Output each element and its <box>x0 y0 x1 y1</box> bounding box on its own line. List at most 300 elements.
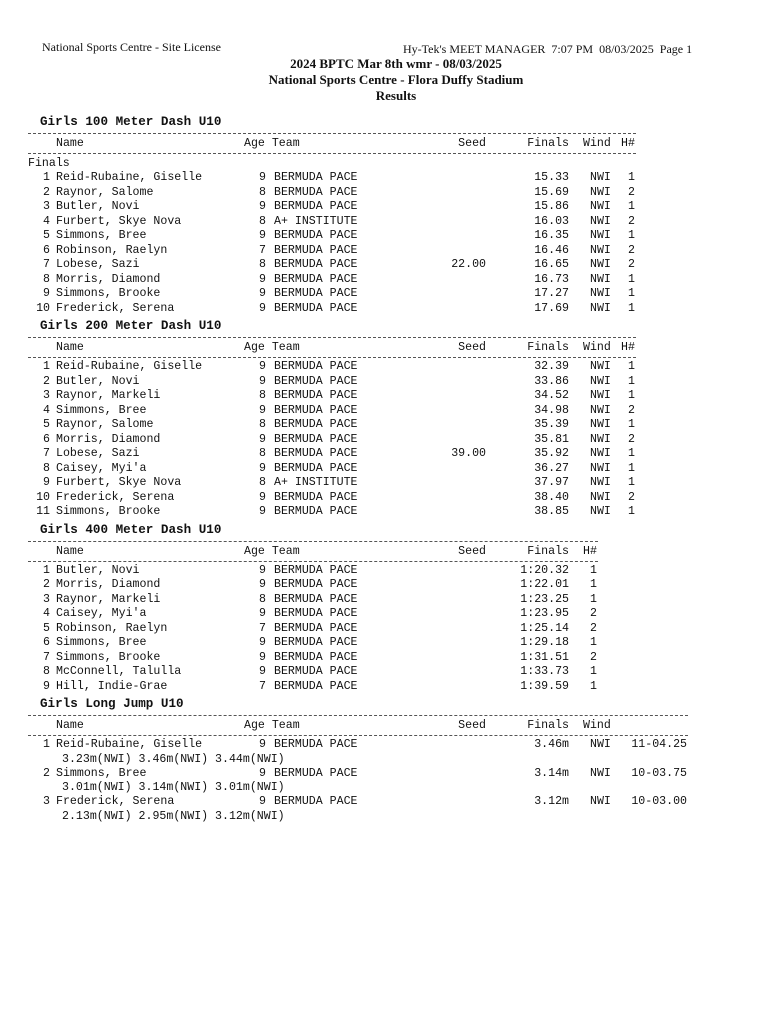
column-age-team-header: Age Team <box>244 544 300 558</box>
athlete-age: 9 <box>259 301 266 315</box>
heat-number: 1 <box>590 679 597 693</box>
place: 3 <box>43 592 50 606</box>
athlete-name: Caisey, Myi'a <box>56 607 147 620</box>
athlete-name: Simmons, Bree <box>56 403 147 417</box>
final-mark: 16.35 <box>534 229 569 242</box>
column-age-team-header: Age Team <box>244 137 300 150</box>
athlete-name: Morris, Diamond <box>56 578 161 591</box>
column-wind-header: Wind <box>583 341 611 354</box>
attempts-row <box>28 810 748 824</box>
attempts-row <box>28 781 748 795</box>
team-name: BERMUDA PACE <box>274 374 358 388</box>
result-row <box>28 767 748 782</box>
result-row <box>28 375 748 390</box>
result-row <box>28 229 748 244</box>
column-heat-header: H# <box>621 137 635 150</box>
place: 1 <box>43 171 50 184</box>
athlete-name: Raynor, Markeli <box>56 389 161 402</box>
seed-mark: 22.00 <box>451 258 486 271</box>
athlete-name: Simmons, Bree <box>56 229 147 242</box>
place: 4 <box>43 214 50 228</box>
final-mark: 16.65 <box>534 258 569 271</box>
event-section <box>28 522 748 695</box>
athlete-age: 9 <box>259 563 266 577</box>
result-row <box>28 564 748 579</box>
final-mark: 1:39.59 <box>520 679 569 693</box>
final-mark: 3.46m <box>534 738 569 751</box>
team-name: BERMUDA PACE <box>274 505 358 518</box>
wind-reading: NWI <box>590 258 611 271</box>
place: 2 <box>43 185 50 199</box>
final-mark: 1:29.18 <box>520 636 569 649</box>
final-mark: 38.40 <box>534 490 569 504</box>
place: 6 <box>43 636 50 649</box>
final-mark: 36.27 <box>534 461 569 475</box>
result-row <box>28 171 748 186</box>
result-row <box>28 795 748 810</box>
event-title: Girls 200 Meter Dash U10 <box>40 319 222 333</box>
result-row <box>28 200 748 215</box>
heat-number: 2 <box>628 258 635 271</box>
athlete-name: Butler, Novi <box>56 374 140 388</box>
heat-number: 2 <box>628 403 635 417</box>
wind-reading: NWI <box>590 505 611 518</box>
team-name: BERMUDA PACE <box>274 360 358 373</box>
athlete-name: Frederick, Serena <box>56 301 175 315</box>
heat-number: 1 <box>628 461 635 475</box>
wind-reading: NWI <box>590 432 611 446</box>
wind-reading: NWI <box>590 243 611 257</box>
team-name: BERMUDA PACE <box>274 490 358 504</box>
team-name: BERMUDA PACE <box>274 258 358 271</box>
final-mark: 1:25.14 <box>520 621 569 635</box>
place: 8 <box>43 272 50 286</box>
heat-number: 1 <box>628 476 635 489</box>
athlete-name: Simmons, Bree <box>56 636 147 649</box>
athlete-age: 7 <box>259 243 266 257</box>
athlete-age: 9 <box>259 229 266 242</box>
athlete-name: Reid-Rubaine, Giselle <box>56 738 203 751</box>
team-name: A+ INSTITUTE <box>274 214 358 228</box>
place: 4 <box>43 403 50 417</box>
place: 9 <box>43 287 50 300</box>
athlete-age: 9 <box>259 505 266 518</box>
site-license: National Sports Centre - Site License <box>42 40 221 54</box>
final-mark: 15.69 <box>534 185 569 199</box>
final-mark: 1:20.32 <box>520 563 569 577</box>
seed-mark: 39.00 <box>451 447 486 460</box>
place: 5 <box>43 621 50 635</box>
athlete-age: 9 <box>259 738 266 751</box>
athlete-age: 9 <box>259 795 266 808</box>
athlete-name: Simmons, Brooke <box>56 505 161 518</box>
athlete-name: Lobese, Sazi <box>56 258 140 271</box>
result-row <box>28 389 748 404</box>
result-row <box>28 476 748 491</box>
athlete-age: 9 <box>259 578 266 591</box>
athlete-name: Frederick, Serena <box>56 490 175 504</box>
wind-reading: NWI <box>590 795 611 808</box>
result-row <box>28 418 748 433</box>
heat-number: 1 <box>628 287 635 300</box>
athlete-name: Raynor, Salome <box>56 185 154 199</box>
team-name: BERMUDA PACE <box>274 578 358 591</box>
result-row <box>28 593 748 608</box>
result-row <box>28 360 748 375</box>
team-name: BERMUDA PACE <box>274 200 358 213</box>
athlete-age: 9 <box>259 272 266 286</box>
place: 4 <box>43 607 50 620</box>
header-rule-top <box>28 337 636 338</box>
event-section <box>28 114 748 316</box>
event-section <box>28 696 748 824</box>
place: 6 <box>43 432 50 446</box>
heat-number: 2 <box>628 490 635 504</box>
column-wind-header: Wind <box>583 719 611 732</box>
wind-reading: NWI <box>590 447 611 460</box>
place: 7 <box>43 258 50 271</box>
column-heat-header: H# <box>583 544 597 558</box>
final-mark: 1:22.01 <box>520 578 569 591</box>
result-row <box>28 738 748 753</box>
result-row <box>28 578 748 593</box>
final-mark: 3.12m <box>534 795 569 808</box>
final-mark: 1:33.73 <box>520 665 569 678</box>
heat-number: 2 <box>590 621 597 635</box>
athlete-name: Robinson, Raelyn <box>56 243 168 257</box>
place: 7 <box>43 650 50 664</box>
athlete-name: Furbert, Skye Nova <box>56 476 182 489</box>
place: 3 <box>43 389 50 402</box>
heat-number: 1 <box>628 389 635 402</box>
result-row <box>28 433 748 448</box>
team-name: BERMUDA PACE <box>274 679 358 693</box>
result-row <box>28 273 748 288</box>
place: 5 <box>43 229 50 242</box>
final-mark: 16.46 <box>534 243 569 257</box>
team-name: BERMUDA PACE <box>274 418 358 431</box>
athlete-age: 9 <box>259 360 266 373</box>
team-name: BERMUDA PACE <box>274 766 358 780</box>
heat-number: 1 <box>628 229 635 242</box>
result-row <box>28 622 748 637</box>
column-heat-header: H# <box>621 341 635 354</box>
wind-reading: NWI <box>590 360 611 373</box>
athlete-name: Butler, Novi <box>56 200 140 213</box>
column-name-header: Name <box>56 544 84 558</box>
header-rule-bottom <box>28 357 636 358</box>
place: 10 <box>36 490 50 504</box>
athlete-age: 9 <box>259 374 266 388</box>
heat-number: 1 <box>628 374 635 388</box>
final-mark: 33.86 <box>534 374 569 388</box>
column-seed-header: Seed <box>458 544 486 558</box>
heat-number: 1 <box>590 578 597 591</box>
wind-reading: NWI <box>590 389 611 402</box>
final-mark: 35.81 <box>534 432 569 446</box>
column-seed-header: Seed <box>458 341 486 354</box>
final-mark: 35.92 <box>534 447 569 460</box>
athlete-age: 9 <box>259 665 266 678</box>
athlete-age: 9 <box>259 200 266 213</box>
team-name: BERMUDA PACE <box>274 287 358 300</box>
result-row <box>28 680 748 695</box>
athlete-name: McConnell, Talulla <box>56 665 182 678</box>
team-name: BERMUDA PACE <box>274 563 358 577</box>
column-age-team-header: Age Team <box>244 341 300 354</box>
athlete-name: Butler, Novi <box>56 563 140 577</box>
heat-number: 1 <box>628 418 635 431</box>
event-title: Girls 400 Meter Dash U10 <box>40 522 222 537</box>
column-wind-header: Wind <box>583 137 611 150</box>
athlete-name: Reid-Rubaine, Giselle <box>56 171 203 184</box>
team-name: BERMUDA PACE <box>274 389 358 402</box>
team-name: BERMUDA PACE <box>274 738 358 751</box>
athlete-name: Morris, Diamond <box>56 432 161 446</box>
athlete-age: 9 <box>259 287 266 300</box>
team-name: BERMUDA PACE <box>274 607 358 620</box>
athlete-age: 7 <box>259 679 266 693</box>
final-mark: 16.73 <box>534 272 569 286</box>
athlete-age: 8 <box>259 447 266 460</box>
header-rule-top <box>28 133 636 134</box>
imperial-mark: 10-03.00 <box>631 795 687 808</box>
team-name: BERMUDA PACE <box>274 795 358 808</box>
wind-reading: NWI <box>590 766 611 780</box>
final-mark: 17.27 <box>534 287 569 300</box>
heat-number: 2 <box>628 432 635 446</box>
athlete-name: Simmons, Brooke <box>56 650 161 664</box>
final-mark: 1:23.25 <box>520 592 569 606</box>
result-row <box>28 651 748 666</box>
team-name: BERMUDA PACE <box>274 650 358 664</box>
wind-reading: NWI <box>590 185 611 199</box>
team-name: BERMUDA PACE <box>274 301 358 315</box>
place: 2 <box>43 374 50 388</box>
attempts-series: 3.23m(NWI) 3.46m(NWI) 3.44m(NWI) <box>62 752 285 766</box>
team-name: BERMUDA PACE <box>274 621 358 635</box>
final-mark: 37.97 <box>534 476 569 489</box>
result-row <box>28 244 748 259</box>
place: 9 <box>43 679 50 693</box>
team-name: A+ INSTITUTE <box>274 476 358 489</box>
heat-number: 1 <box>628 505 635 518</box>
result-row <box>28 636 748 651</box>
athlete-age: 9 <box>259 607 266 620</box>
team-name: BERMUDA PACE <box>274 447 358 460</box>
athlete-name: Hill, Indie-Grae <box>56 679 168 693</box>
result-row <box>28 258 748 273</box>
team-name: BERMUDA PACE <box>274 243 358 257</box>
header-rule-bottom <box>28 153 636 154</box>
place: 8 <box>43 461 50 475</box>
heat-number: 1 <box>590 563 597 577</box>
result-row <box>28 215 748 230</box>
final-mark: 1:23.95 <box>520 607 569 620</box>
header-rule-bottom <box>28 561 598 562</box>
column-seed-header: Seed <box>458 137 486 150</box>
athlete-name: Morris, Diamond <box>56 272 161 286</box>
result-row <box>28 186 748 201</box>
final-mark: 32.39 <box>534 360 569 373</box>
athlete-name: Frederick, Serena <box>56 795 175 808</box>
wind-reading: NWI <box>590 476 611 489</box>
final-mark: 3.14m <box>534 766 569 780</box>
column-header-row <box>28 340 748 355</box>
place: 3 <box>43 200 50 213</box>
athlete-age: 8 <box>259 214 266 228</box>
heat-number: 1 <box>590 636 597 649</box>
place: 1 <box>43 563 50 577</box>
athlete-age: 8 <box>259 258 266 271</box>
place: 11 <box>36 505 50 518</box>
event-title: Girls Long Jump U10 <box>40 697 184 711</box>
column-finals-header: Finals <box>527 341 569 354</box>
attempts-series: 2.13m(NWI) 2.95m(NWI) 3.12m(NWI) <box>62 809 285 823</box>
heat-number: 2 <box>590 607 597 620</box>
team-name: BERMUDA PACE <box>274 432 358 446</box>
column-finals-header: Finals <box>527 137 569 150</box>
place: 2 <box>43 578 50 591</box>
team-name: BERMUDA PACE <box>274 665 358 678</box>
heat-number: 2 <box>628 214 635 228</box>
result-row <box>28 302 748 317</box>
imperial-mark: 10-03.75 <box>631 766 687 780</box>
heat-number: 1 <box>628 272 635 286</box>
column-age-team-header: Age Team <box>244 719 300 732</box>
wind-reading: NWI <box>590 461 611 475</box>
final-mark: 1:31.51 <box>520 650 569 664</box>
athlete-name: Robinson, Raelyn <box>56 621 168 635</box>
wind-reading: NWI <box>590 200 611 213</box>
athlete-age: 8 <box>259 418 266 431</box>
athlete-age: 9 <box>259 171 266 184</box>
column-name-header: Name <box>56 341 84 354</box>
column-header-row <box>28 544 748 559</box>
athlete-age: 8 <box>259 389 266 402</box>
athlete-name: Caisey, Myi'a <box>56 461 147 475</box>
heat-number: 1 <box>628 301 635 315</box>
header-rule-bottom <box>28 735 688 736</box>
place: 10 <box>36 301 50 315</box>
final-mark: 35.39 <box>534 418 569 431</box>
round-label: Finals <box>28 157 70 170</box>
wind-reading: NWI <box>590 738 611 751</box>
imperial-mark: 11-04.25 <box>631 738 687 751</box>
heat-number: 1 <box>590 592 597 606</box>
meet-name: 2024 BPTC Mar 8th wmr - 08/03/2025 <box>290 56 502 71</box>
wind-reading: NWI <box>590 418 611 431</box>
team-name: BERMUDA PACE <box>274 592 358 606</box>
athlete-name: Furbert, Skye Nova <box>56 214 182 228</box>
final-mark: 15.33 <box>534 171 569 184</box>
athlete-age: 9 <box>259 766 266 780</box>
heat-number: 1 <box>628 171 635 184</box>
event-title: Girls 100 Meter Dash U10 <box>40 115 222 129</box>
athlete-age: 9 <box>259 636 266 649</box>
athlete-age: 8 <box>259 185 266 199</box>
athlete-age: 8 <box>259 476 266 489</box>
result-row <box>28 462 748 477</box>
column-finals-header: Finals <box>527 544 569 558</box>
team-name: BERMUDA PACE <box>274 272 358 286</box>
software-stamp: Hy-Tek's MEET MANAGER 7:07 PM 08/03/2025 Page 1 <box>403 42 693 56</box>
team-name: BERMUDA PACE <box>274 403 358 417</box>
place: 2 <box>43 766 50 780</box>
wind-reading: NWI <box>590 374 611 388</box>
wind-reading: NWI <box>590 490 611 504</box>
result-row <box>28 607 748 622</box>
header-rule-top <box>28 715 688 716</box>
column-seed-header: Seed <box>458 719 486 732</box>
wind-reading: NWI <box>590 403 611 417</box>
athlete-age: 7 <box>259 621 266 635</box>
athlete-age: 9 <box>259 403 266 417</box>
athlete-name: Raynor, Markeli <box>56 592 161 606</box>
venue: National Sports Centre - Flora Duffy Stadium <box>268 72 524 87</box>
athlete-name: Simmons, Brooke <box>56 287 161 300</box>
report-subtitle: Results <box>375 88 417 103</box>
result-row <box>28 505 748 520</box>
athlete-age: 9 <box>259 432 266 446</box>
event-section <box>28 318 748 520</box>
column-finals-header: Finals <box>527 719 569 732</box>
place: 6 <box>43 243 50 257</box>
place: 7 <box>43 447 50 460</box>
result-row <box>28 287 748 302</box>
wind-reading: NWI <box>590 301 611 315</box>
attempts-row <box>28 753 748 767</box>
final-mark: 17.69 <box>534 301 569 315</box>
result-row <box>28 665 748 680</box>
wind-reading: NWI <box>590 287 611 300</box>
place: 1 <box>43 738 50 751</box>
wind-reading: NWI <box>590 229 611 242</box>
place: 9 <box>43 476 50 489</box>
wind-reading: NWI <box>590 214 611 228</box>
result-row <box>28 404 748 419</box>
final-mark: 15.86 <box>534 200 569 213</box>
heat-number: 2 <box>628 243 635 257</box>
team-name: BERMUDA PACE <box>274 171 358 184</box>
result-row <box>28 447 748 462</box>
athlete-age: 9 <box>259 490 266 504</box>
athlete-age: 8 <box>259 592 266 606</box>
heat-number: 1 <box>628 447 635 460</box>
place: 3 <box>43 795 50 808</box>
final-mark: 34.98 <box>534 403 569 417</box>
athlete-age: 9 <box>259 461 266 475</box>
athlete-name: Reid-Rubaine, Giselle <box>56 360 203 373</box>
place: 8 <box>43 665 50 678</box>
wind-reading: NWI <box>590 272 611 286</box>
heat-number: 1 <box>628 360 635 373</box>
result-row <box>28 491 748 506</box>
athlete-name: Simmons, Bree <box>56 766 147 780</box>
athlete-age: 9 <box>259 650 266 664</box>
heat-number: 2 <box>628 185 635 199</box>
final-mark: 34.52 <box>534 389 569 402</box>
place: 5 <box>43 418 50 431</box>
athlete-name: Raynor, Salome <box>56 418 154 431</box>
athlete-name: Lobese, Sazi <box>56 447 140 460</box>
attempts-series: 3.01m(NWI) 3.14m(NWI) 3.01m(NWI) <box>62 781 285 794</box>
wind-reading: NWI <box>590 171 611 184</box>
team-name: BERMUDA PACE <box>274 185 358 199</box>
results-document <box>28 114 748 826</box>
final-mark: 16.03 <box>534 214 569 228</box>
team-name: BERMUDA PACE <box>274 461 358 475</box>
